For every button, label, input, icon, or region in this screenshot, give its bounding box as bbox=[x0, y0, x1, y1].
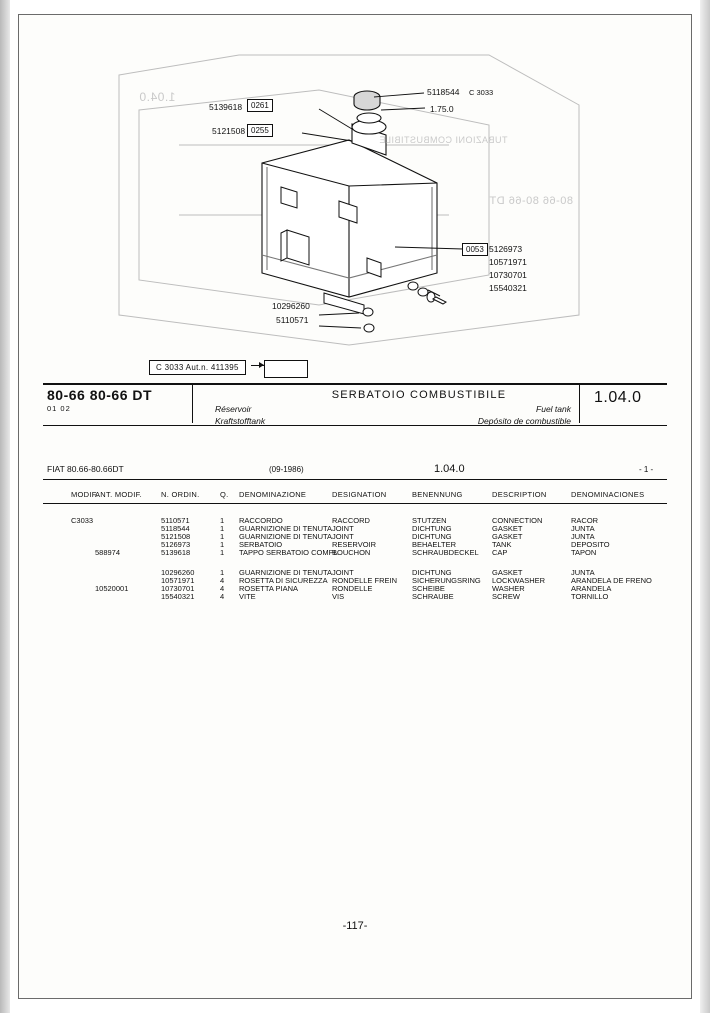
table-row: RACOR bbox=[571, 516, 599, 525]
table-row: RACCORDO bbox=[239, 516, 283, 525]
callout-5126973: 5126973 bbox=[489, 244, 523, 254]
table-row: 588974 bbox=[95, 548, 121, 557]
table-row: JOINT bbox=[332, 532, 354, 541]
group-title-en: Fuel tank bbox=[536, 404, 571, 414]
group-code: 1.04.0 bbox=[594, 389, 642, 406]
title-divider-right bbox=[579, 383, 580, 423]
group-title-fr: Réservoir bbox=[215, 404, 252, 414]
parts-illustration bbox=[19, 15, 691, 360]
table-row: BEHAELTER bbox=[412, 540, 457, 549]
callout-box-0053: 0053 bbox=[462, 243, 488, 256]
table-row: 4 bbox=[220, 584, 225, 593]
catalog-page bbox=[18, 14, 692, 999]
table-row: 1 bbox=[220, 540, 225, 549]
callout-1750: 1.75.0 bbox=[430, 104, 454, 114]
table-row: DICHTUNG bbox=[412, 532, 452, 541]
edition-date: (09-1986) bbox=[269, 465, 304, 474]
machine-reference: FIAT 80.66-80.66DT bbox=[47, 464, 124, 474]
title-divider-left bbox=[192, 383, 193, 423]
table-row: 5110571 bbox=[161, 516, 190, 525]
table-row: 10571971 bbox=[161, 576, 195, 585]
table-row: VIS bbox=[332, 592, 345, 601]
table-row: SCREW bbox=[492, 592, 520, 601]
col-header-denominaciones: DENOMINACIONES bbox=[571, 490, 645, 499]
table-row: GUARNIZIONE DI TENUTA bbox=[239, 524, 333, 533]
group-title-it: SERBATOIO COMBUSTIBILE bbox=[331, 389, 507, 401]
ghost-text-2: 1.04.0 bbox=[139, 90, 176, 104]
table-row: GUARNIZIONE DI TENUTA bbox=[239, 568, 333, 577]
callout-box-0255: 0255 bbox=[247, 124, 273, 137]
table-row: JUNTA bbox=[571, 532, 595, 541]
callout-10571971: 10571971 bbox=[489, 257, 527, 267]
table-row: RONDELLE bbox=[332, 584, 373, 593]
subheader-page-mark: - 1 - bbox=[639, 465, 654, 474]
col-header-denominazione: DENOMINAZIONE bbox=[239, 490, 307, 499]
table-row: SCHRAUBDECKEL bbox=[412, 548, 479, 557]
table-row: ARANDELA bbox=[571, 584, 612, 593]
callout-5110571: 5110571 bbox=[276, 315, 309, 325]
authorization-stamp: C 3033 Aut.n. 411395 bbox=[149, 360, 246, 375]
table-row: 1 bbox=[220, 532, 225, 541]
table-row: JUNTA bbox=[571, 524, 595, 533]
table-row: 4 bbox=[220, 576, 225, 585]
col-header-modif: MODIF. bbox=[71, 490, 99, 499]
table-row: 10296260 bbox=[161, 568, 195, 577]
callout-box-0261: 0261 bbox=[247, 99, 273, 112]
col-header-benennung: BENENNUNG bbox=[412, 490, 463, 499]
callout-5118544: 5118544 bbox=[427, 87, 460, 97]
table-row: JUNTA bbox=[571, 568, 595, 577]
table-row: DICHTUNG bbox=[412, 524, 452, 533]
table-row: 10520001 bbox=[95, 584, 129, 593]
callout-10296260: 10296260 bbox=[272, 301, 310, 311]
callout-5121508: 5121508 bbox=[212, 126, 246, 136]
table-row: GASKET bbox=[492, 532, 523, 541]
table-row: DEPOSITO bbox=[571, 540, 610, 549]
scan-edge-left bbox=[0, 0, 10, 1013]
table-row: TORNILLO bbox=[571, 592, 609, 601]
table-row: RESERVOIR bbox=[332, 540, 377, 549]
subheader-code: 1.04.0 bbox=[434, 463, 465, 475]
stamp-arrow-icon bbox=[251, 365, 264, 366]
table-row: JOINT bbox=[332, 524, 354, 533]
table-row: VITE bbox=[239, 592, 256, 601]
table-row: SCHRAUBE bbox=[412, 592, 454, 601]
table-row: TANK bbox=[492, 540, 512, 549]
col-header-ant-modif: ANT. MODIF. bbox=[95, 490, 143, 499]
col-header-description: DESCRIPTION bbox=[492, 490, 547, 499]
table-row: 10730701 bbox=[161, 584, 195, 593]
table-row: TAPPO SERBATOIO COMPL bbox=[239, 548, 338, 557]
table-row: STUTZEN bbox=[412, 516, 447, 525]
table-row: 5139618 bbox=[161, 548, 191, 557]
callout-5139618: 5139618 bbox=[209, 102, 243, 112]
table-row: GUARNIZIONE DI TENUTA bbox=[239, 532, 333, 541]
table-row: C3033 bbox=[71, 516, 94, 525]
table-row: LOCKWASHER bbox=[492, 576, 546, 585]
ghost-text-3: 80-66 80-66 DT bbox=[489, 195, 574, 207]
table-row: ROSETTA PIANA bbox=[239, 584, 299, 593]
table-row: 15540321 bbox=[161, 592, 195, 601]
table-row: BOUCHON bbox=[332, 548, 371, 557]
page-number: -117- bbox=[342, 920, 368, 932]
scan-edge-right bbox=[700, 0, 710, 1013]
table-row: 5121508 bbox=[161, 532, 191, 541]
table-row: RACCORD bbox=[332, 516, 370, 525]
fuel-tank-drawing bbox=[19, 15, 691, 360]
table-row: RONDELLE FREIN bbox=[332, 576, 398, 585]
table-row: 4 bbox=[220, 592, 225, 601]
table-row: ROSETTA DI SICUREZZA bbox=[239, 576, 328, 585]
stamp-empty-box bbox=[264, 360, 308, 378]
table-row: CONNECTION bbox=[492, 516, 543, 525]
table-row: 1 bbox=[220, 548, 225, 557]
table-row: 1 bbox=[220, 516, 225, 525]
subheader-bar bbox=[43, 461, 667, 480]
group-title-es: Depósito de combustible bbox=[477, 416, 571, 426]
table-row: SCHEIBE bbox=[412, 584, 445, 593]
table-row: 1 bbox=[220, 568, 225, 577]
table-row: WASHER bbox=[492, 584, 525, 593]
col-header-n-ordin: N. ORDIN. bbox=[161, 490, 200, 499]
table-row: DICHTUNG bbox=[412, 568, 452, 577]
table-row: GASKET bbox=[492, 524, 523, 533]
col-header-q: Q. bbox=[220, 490, 229, 499]
table-row: 5118544 bbox=[161, 524, 190, 533]
table-row: 1 bbox=[220, 524, 225, 533]
model-designation: 80-66 80-66 DT bbox=[47, 387, 153, 403]
table-row: GASKET bbox=[492, 568, 523, 577]
table-row: SICHERUNGSRING bbox=[412, 576, 481, 585]
callout-15540321: 15540321 bbox=[489, 283, 527, 293]
callout-10730701: 10730701 bbox=[489, 270, 527, 280]
col-header-designation: DESIGNATION bbox=[332, 490, 387, 499]
table-row: SERBATOIO bbox=[239, 540, 283, 549]
model-sub: 01 02 bbox=[47, 404, 71, 413]
ghost-text-1: TUBAZIONI COMBUSTIBILE bbox=[379, 135, 508, 145]
table-row: TAPON bbox=[571, 548, 597, 557]
callout-5118544-extra: C 3033 bbox=[469, 88, 494, 97]
table-row: ARANDELA DE FRENO bbox=[571, 576, 652, 585]
table-row: CAP bbox=[492, 548, 508, 557]
table-row: 5126973 bbox=[161, 540, 191, 549]
table-row: JOINT bbox=[332, 568, 354, 577]
group-title-de: Kraftstofftank bbox=[215, 416, 266, 426]
